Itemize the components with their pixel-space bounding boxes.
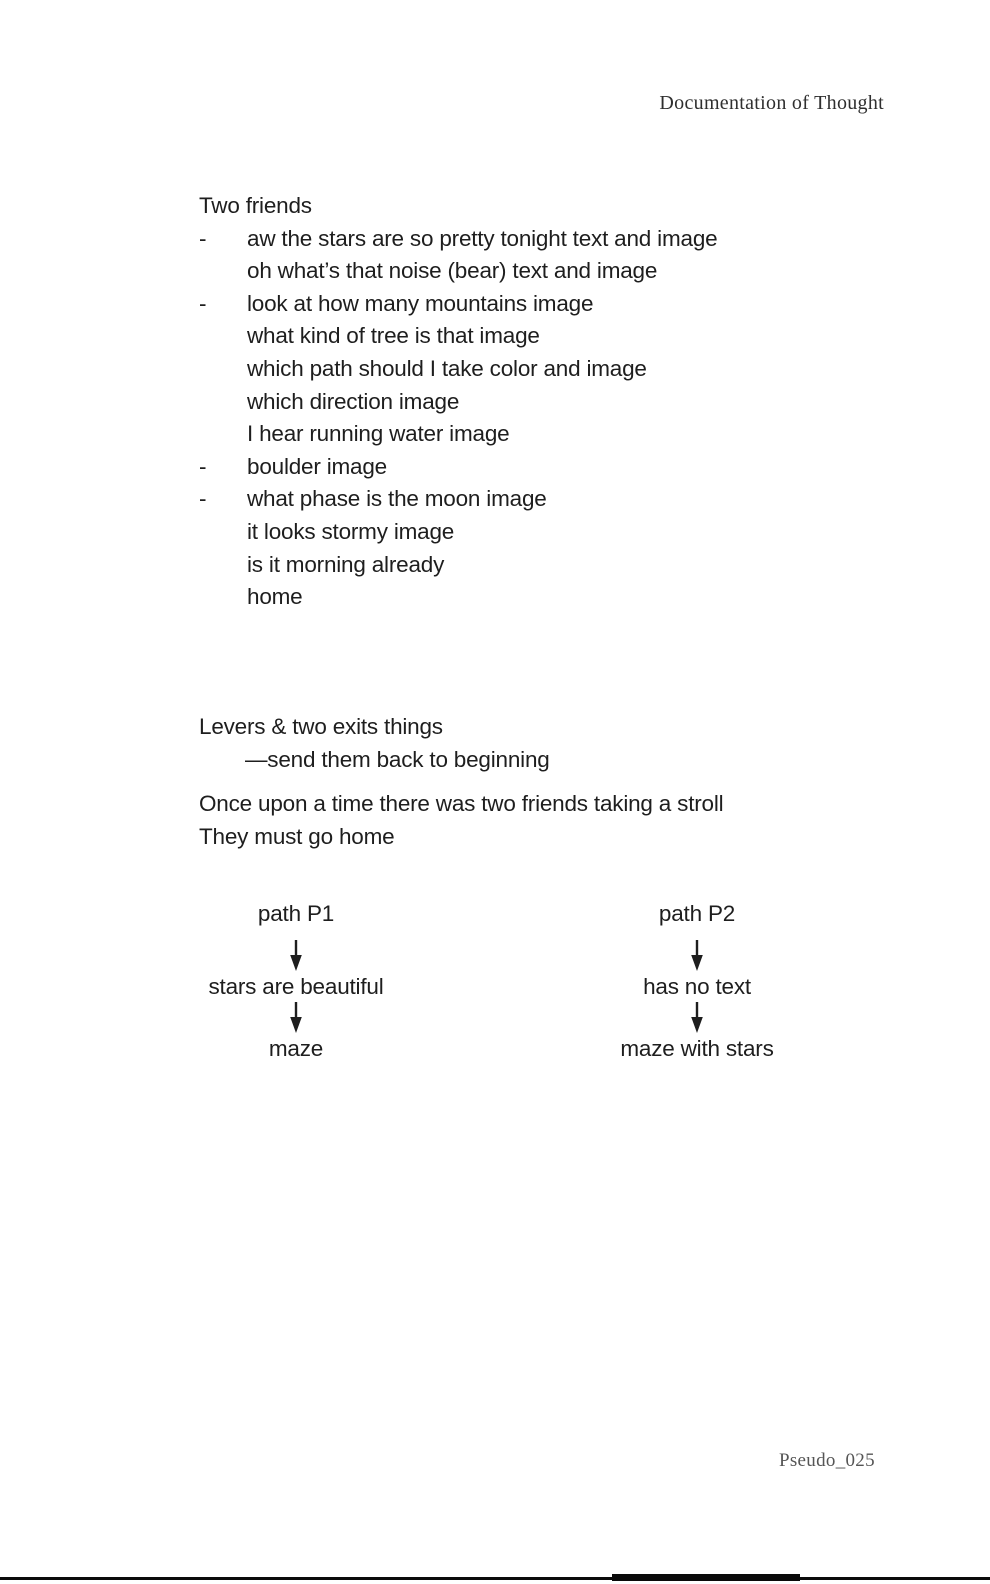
flow-step: stars are beautiful	[208, 974, 384, 999]
list-item	[199, 581, 839, 614]
story-line: Once upon a time there was two friends taking a stroll	[199, 791, 724, 816]
page-footer-label: Pseudo_025	[779, 1450, 875, 1471]
notes-title: Two friends	[199, 193, 312, 218]
bullet-dash	[199, 386, 247, 419]
list-item	[199, 386, 839, 419]
down-arrow-icon	[288, 1002, 304, 1034]
list-item	[199, 223, 839, 256]
flow-step: has no text	[643, 974, 751, 999]
bullet-dash: -	[199, 290, 207, 316]
list-item-text: which direction image	[247, 388, 460, 414]
down-arrow-icon	[689, 940, 705, 972]
bullet-dash: -	[199, 225, 207, 251]
list-item-text: what phase is the moon image	[247, 486, 547, 512]
list-item-text: is it morning already	[247, 551, 445, 577]
list-item	[199, 353, 839, 386]
flow-step: maze with stars	[620, 1036, 774, 1061]
list-item-text: oh what’s that noise (bear) text and image	[247, 258, 658, 284]
down-arrow-icon	[689, 1002, 705, 1034]
down-arrow-icon	[288, 940, 304, 972]
levers-title: Levers & two exits things	[199, 714, 443, 739]
flow-title: path P1	[257, 901, 335, 926]
list-item-text: boulder image	[247, 453, 387, 479]
flow-diagram-path-p1	[181, 899, 411, 1063]
list-item-text: what kind of tree is that image	[247, 323, 540, 349]
list-item	[199, 451, 839, 484]
list-item	[199, 549, 839, 582]
bullet-dash: -	[199, 453, 207, 479]
flow-diagram-path-p2	[582, 899, 812, 1063]
levers-subline: —send them back to beginning	[245, 746, 550, 772]
flow-title: path P2	[658, 901, 736, 926]
list-item-text: it looks stormy image	[247, 518, 455, 544]
bullet-dash	[199, 516, 247, 549]
bullet-dash	[199, 418, 247, 451]
bullet-dash: -	[199, 486, 207, 512]
list-item	[199, 483, 839, 516]
list-item-text: aw the stars are so pretty tonight text and image	[247, 225, 718, 251]
bullet-dash	[199, 353, 247, 386]
bullet-dash	[199, 549, 247, 582]
levers-section	[199, 711, 839, 776]
story-line: They must go home	[199, 824, 395, 849]
list-item	[199, 320, 839, 353]
bottom-rule	[0, 1577, 990, 1580]
bullet-dash	[199, 581, 247, 614]
bullet-dash	[199, 320, 247, 353]
list-item-text: look at how many mountains image	[247, 290, 594, 316]
flow-step: maze	[268, 1036, 324, 1061]
list-item-text: I hear running water image	[247, 421, 510, 447]
notes-list	[199, 190, 839, 614]
list-item	[199, 516, 839, 549]
page-header-title: Documentation of Thought	[659, 92, 884, 114]
list-item-text: which path should I take color and image	[247, 355, 647, 381]
list-item	[199, 255, 839, 288]
story-paragraph	[199, 787, 879, 853]
bottom-rule-thick-segment	[612, 1574, 800, 1581]
bullet-dash	[199, 255, 247, 288]
list-item-text: home	[247, 584, 303, 610]
list-item	[199, 418, 839, 451]
list-item	[199, 288, 839, 321]
